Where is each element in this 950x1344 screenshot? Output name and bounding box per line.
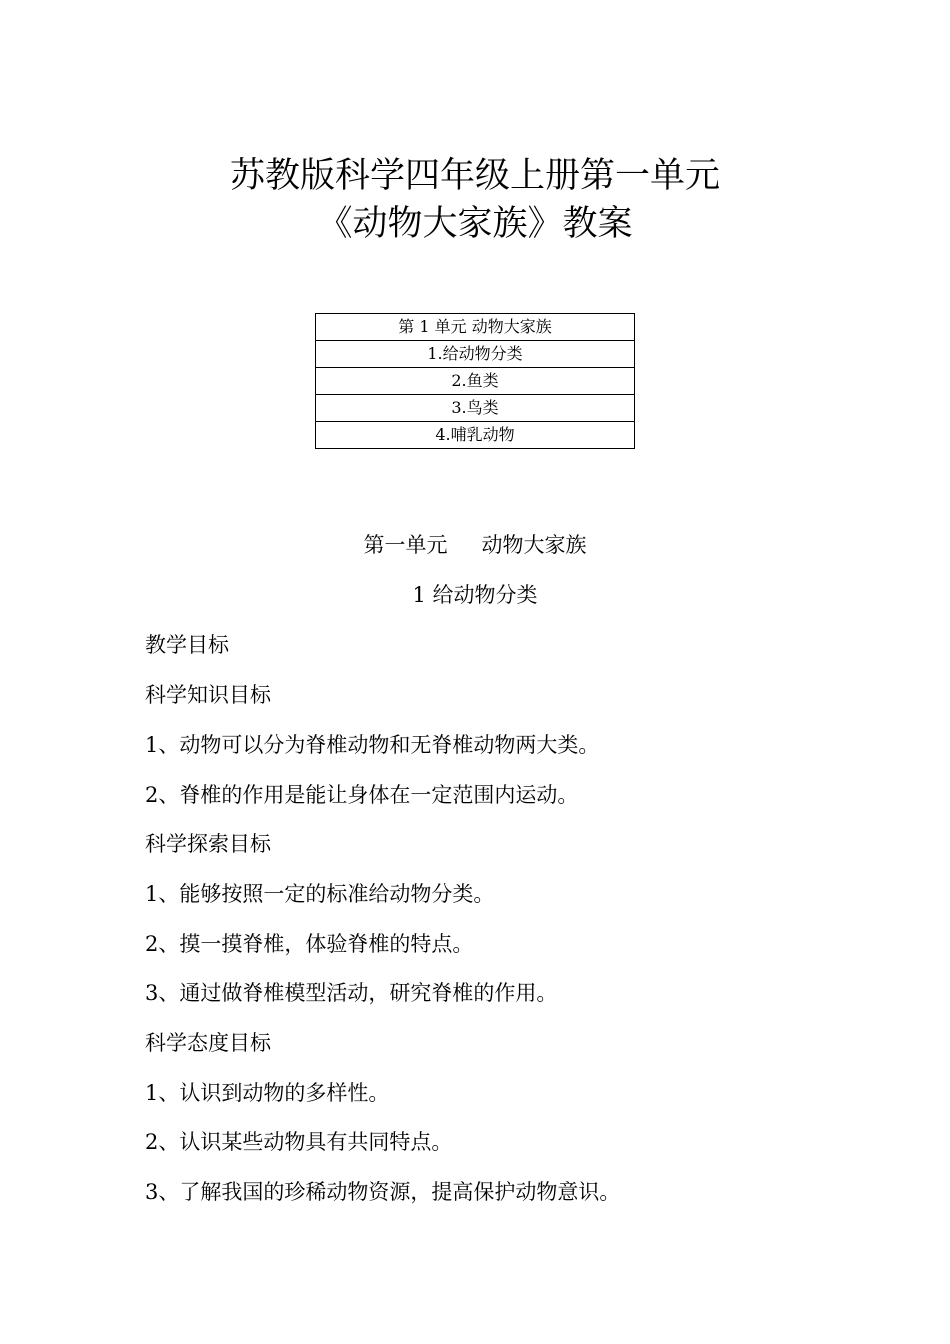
- lesson-title: 1 给动物分类: [412, 583, 538, 607]
- attitude-goal-item: 3、了解我国的珍稀动物资源，提高保护动物意识。: [145, 1180, 621, 1204]
- knowledge-goal-item: 1、动物可以分为脊椎动物和无脊椎动物两大类。: [145, 733, 600, 757]
- attitude-goal-item: 2、认识某些动物具有共同特点。: [145, 1130, 453, 1154]
- contents-cell-lesson-3: 3.鸟类: [316, 395, 635, 422]
- document-title-line-2: 《动物大家族》教案: [317, 204, 633, 244]
- unit-name: 动物大家族: [481, 533, 587, 557]
- attitude-goals-heading: 科学态度目标: [145, 1031, 271, 1055]
- contents-row: [316, 314, 635, 341]
- contents-row: [316, 422, 635, 449]
- contents-cell-lesson-2: 2.鱼类: [316, 368, 635, 395]
- contents-cell-unit: 第 1 单元 动物大家族: [316, 314, 635, 341]
- contents-cell-lesson-4: 4.哺乳动物: [316, 422, 635, 449]
- unit-heading: [0, 530, 950, 560]
- exploration-goal-item: 2、摸一摸脊椎，体验脊椎的特点。: [145, 932, 474, 956]
- exploration-goals-heading: 科学探索目标: [145, 832, 271, 856]
- goals-heading: 教学目标: [145, 633, 229, 657]
- contents-row: [316, 341, 635, 368]
- unit-label: 第一单元: [363, 533, 448, 557]
- knowledge-goal-item: 2、脊椎的作用是能让身体在一定范围内运动。: [145, 783, 579, 807]
- document-title-line-1: 苏教版科学四年级上册第一单元: [229, 156, 720, 196]
- contents-row: [316, 395, 635, 422]
- exploration-goal-item: 1、能够按照一定的标准给动物分类。: [145, 882, 495, 906]
- knowledge-goals-heading: 科学知识目标: [145, 683, 271, 707]
- contents-cell-lesson-1: 1.给动物分类: [316, 341, 635, 368]
- contents-row: [316, 368, 635, 395]
- exploration-goal-item: 3、通过做脊椎模型活动，研究脊椎的作用。: [145, 981, 558, 1005]
- attitude-goal-item: 1、认识到动物的多样性。: [145, 1081, 390, 1105]
- contents-table: [315, 313, 635, 449]
